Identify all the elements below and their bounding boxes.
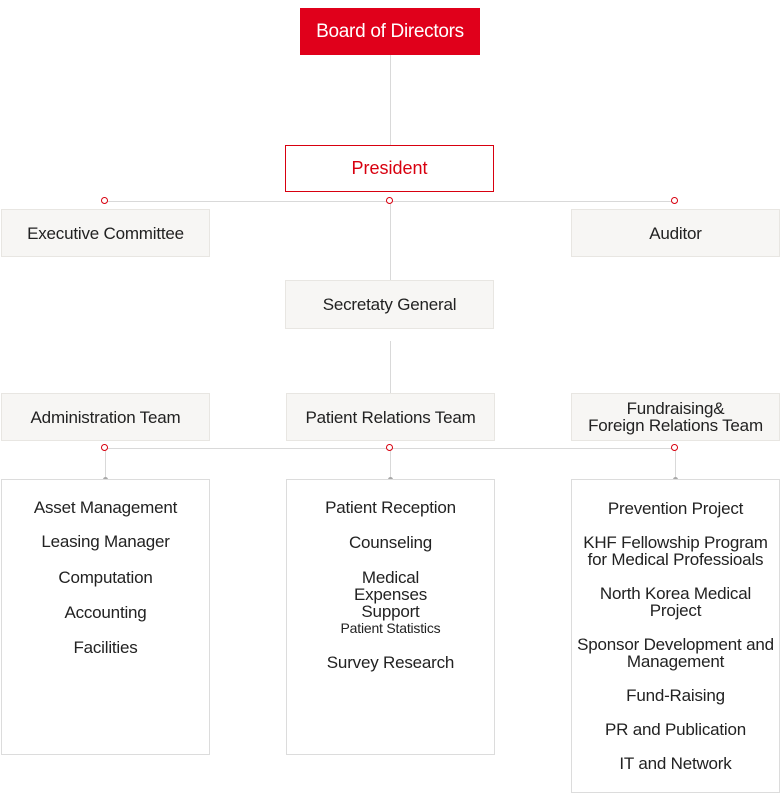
list-item: Survey Research [326,653,455,672]
list-item: Facilities [73,638,138,657]
node-dot-executive [101,197,108,204]
node-dot-team2 [386,444,393,451]
administration-team-box: Administration Team [1,393,210,441]
list-item: KHF Fellowship Program for Medical Professioals [583,533,768,569]
list-item: Leasing Manager [41,532,170,551]
node-dot-auditor [671,197,678,204]
auditor-box: Auditor [571,209,780,257]
list-item: Accounting [64,603,147,622]
list-item: Sponsor Development and Management [577,635,774,671]
list-item: Patient Statistics [340,620,441,636]
list-item: Patient Reception [325,498,456,517]
patient-relations-list [286,479,495,755]
list-item: Counseling [348,533,433,552]
connector-team1-list [105,448,106,479]
fundraising-team-box [571,393,780,441]
list-item: Medical Expenses Support [353,568,428,621]
list-item: Computation [58,568,153,587]
connector-board-president [390,55,391,145]
fundraising-team-label-line2: Foreign Relations Team [588,416,763,435]
connector-secretary-teams [390,341,391,393]
administration-list [1,479,210,755]
executive-committee-box: Executive Committee [1,209,210,257]
president-box: President [285,145,494,192]
node-dot-team3 [671,444,678,451]
fundraising-team-label-line1: Fundraising& [626,399,725,418]
list-item: Asset Management [33,498,178,517]
node-dot-president [386,197,393,204]
connector-team3-list [675,448,676,479]
patient-relations-team-box: Patient Relations Team [286,393,495,441]
list-item: PR and Publication [605,720,746,739]
connector-team2-list [390,448,391,479]
connector-president-secretary [390,201,391,280]
list-item: Prevention Project [607,499,744,518]
board-of-directors-box: Board of Directors [300,8,480,55]
list-item: North Korea Medical Project [599,584,752,620]
fundraising-list [571,479,780,793]
list-item: IT and Network [619,754,732,773]
secretary-general-box: Secretaty General [285,280,494,329]
node-dot-team1 [101,444,108,451]
list-item: Fund-Raising [626,686,725,705]
